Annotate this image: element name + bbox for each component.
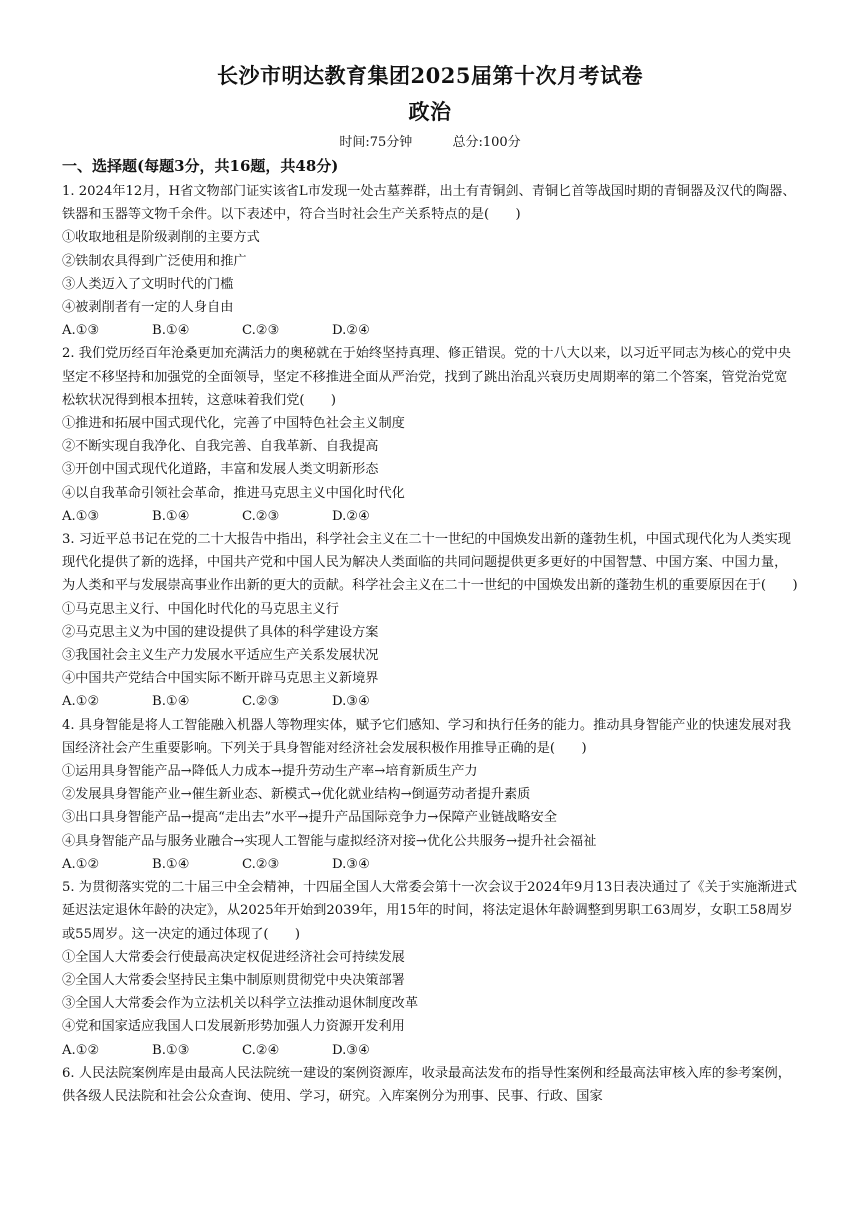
answer-choices xyxy=(62,690,800,713)
choice-c: C.②③ xyxy=(242,694,280,710)
question-option: ②全国人大常委会坚持民主集中制原则贯彻党中央决策部署 xyxy=(62,972,405,988)
exam-subject: 政治 xyxy=(408,99,452,124)
choice-a: A.①③ xyxy=(62,508,100,524)
choice-d: D.③④ xyxy=(332,856,370,872)
question-option: ③出口具身智能产品→提高“走出去”水平→提升产品国际竞争力→保障产业链战略安全 xyxy=(62,810,558,826)
exam-time: 时间:75分钟 xyxy=(339,135,413,150)
choice-b: B.①④ xyxy=(152,323,190,339)
question-stem: 1. 2024年12月，H省文物部门证实该省L市发现一处古墓葬群，出土有青铜剑、青铜匕首等战国时期的青铜器及汉代的陶器、铁器和玉器等文物千余件。以下表述中，符合当时社会生产关系特点的是( ) xyxy=(62,184,796,223)
question-option: ③开创中国式现代化道路，丰富和发展人类文明新形态 xyxy=(62,462,379,478)
section-title: 一、选择题(每题3分，共16题，共48分) xyxy=(62,157,339,175)
answer-choices xyxy=(62,505,800,528)
question-option: ①推进和拓展中国式现代化，完善了中国特色社会主义制度 xyxy=(62,416,405,432)
question-option: ④被剥削者有一定的人身自由 xyxy=(62,300,234,316)
exam-meta xyxy=(0,131,860,150)
question-option: ③全国人大常委会作为立法机关以科学立法推动退休制度改革 xyxy=(62,996,419,1012)
choice-c: C.②③ xyxy=(242,508,280,524)
question-stem: 3. 习近平总书记在党的二十大报告中指出，科学社会主义在二十一世纪的中国焕发出新的蓬勃生机，中国式现代化为人类实现现代化提供了新的选择，中国共产党和中国人民为解决人类面临的共同问题提供更多更好的中国智慧、中国方案、中国力量，为人类和平与发展崇高事业作出新的更大的贡献。科学社会主义在二十一世纪的中国焕发出新的蓬勃生机的重要原因在于( ) xyxy=(62,532,798,594)
answer-choices xyxy=(62,319,800,342)
question-option: ①收取地租是阶级剥削的主要方式 xyxy=(62,230,260,246)
exam-score: 总分:100分 xyxy=(452,135,521,150)
question-option: ④具身智能产品与服务业融合→实现人工智能与虚拟经济对接→优化公共服务→提升社会福祉 xyxy=(62,833,597,849)
choice-a: A.①② xyxy=(62,694,100,710)
question-option: ②马克思主义为中国的建设提供了具体的科学建设方案 xyxy=(62,624,379,640)
question-option: ②铁制农具得到广泛使用和推广 xyxy=(62,253,247,269)
choice-d: D.③④ xyxy=(332,1042,370,1058)
question-list xyxy=(62,180,800,1108)
choice-a: A.①② xyxy=(62,1042,100,1058)
choice-b: B.①③ xyxy=(152,1042,190,1058)
exam-title: 长沙市明达教育集团2025届第十次月考试卷 xyxy=(217,63,643,88)
question-option: ④党和国家适应我国人口发展新形势加强人力资源开发利用 xyxy=(62,1019,405,1035)
question-stem: 6. 人民法院案例库是由最高人民法院统一建设的案例资源库，收录最高法发布的指导性案例和经最高法审核入库的参考案例，供各级人民法院和社会公众查询、使用、学习，研究。入库案例分为刑事、民事、行政、国家 xyxy=(62,1065,791,1104)
question-stem: 4. 具身智能是将人工智能融入机器人等物理实体，赋予它们感知、学习和执行任务的能力。推动具身智能产业的快速发展对我国经济社会产生重要影响。下列关于具身智能对经济社会发展积极作用推导正确的是( ) xyxy=(62,717,791,756)
choice-c: C.②④ xyxy=(242,1042,280,1058)
question-stem: 5. 为贯彻落实党的二十届三中全会精神，十四届全国人大常委会第十一次会议于2024年9月13日表决通过了《关于实施渐进式延迟法定退休年龄的决定》，从2025年开始到2039年，用15年的时间，将法定退休年龄调整到男职工63周岁，女职工58周岁或55周岁。这一决定的通过体现了( ) xyxy=(62,880,797,942)
choice-d: D.②④ xyxy=(332,508,370,524)
choice-b: B.①④ xyxy=(152,508,190,524)
choice-a: A.①② xyxy=(62,856,100,872)
question-option: ②发展具身智能产业→催生新业态、新模式→优化就业结构→倒逼劳动者提升素质 xyxy=(62,787,531,803)
choice-b: B.①④ xyxy=(152,694,190,710)
question-option: ①全国人大常委会行使最高决定权促进经济社会可持续发展 xyxy=(62,949,405,965)
question-option: ②不断实现自我净化、自我完善、自我革新、自我提高 xyxy=(62,439,379,455)
question-option: ③我国社会主义生产力发展水平适应生产关系发展状况 xyxy=(62,648,379,664)
question-stem: 2. 我们党历经百年沧桑更加充满活力的奥秘就在于始终坚持真理、修正错误。党的十八大以来，以习近平同志为核心的党中央坚定不移坚持和加强党的全面领导，坚定不移推进全面从严治党，找到了跳出治乱兴衰历史周期率的第二个答案，管党治党宽松软状况得到根本扭转，这意味着我们党( ) xyxy=(62,346,791,408)
answer-choices xyxy=(62,853,800,876)
choice-d: D.③④ xyxy=(332,694,370,710)
choice-b: B.①④ xyxy=(152,856,190,872)
question-option: ④以自我革命引领社会革命，推进马克思主义中国化时代化 xyxy=(62,485,405,501)
choice-c: C.②③ xyxy=(242,323,280,339)
choice-d: D.②④ xyxy=(332,323,370,339)
question-option: ①马克思主义行、中国化时代化的马克思主义行 xyxy=(62,601,339,617)
choice-a: A.①③ xyxy=(62,323,100,339)
question-option: ①运用具身智能产品→降低人力成本→提升劳动生产率→培育新质生产力 xyxy=(62,764,478,780)
answer-choices xyxy=(62,1039,800,1062)
question-option: ④中国共产党结合中国实际不断开辟马克思主义新境界 xyxy=(62,671,379,687)
choice-c: C.②③ xyxy=(242,856,280,872)
question-option: ③人类迈入了文明时代的门槛 xyxy=(62,276,234,292)
